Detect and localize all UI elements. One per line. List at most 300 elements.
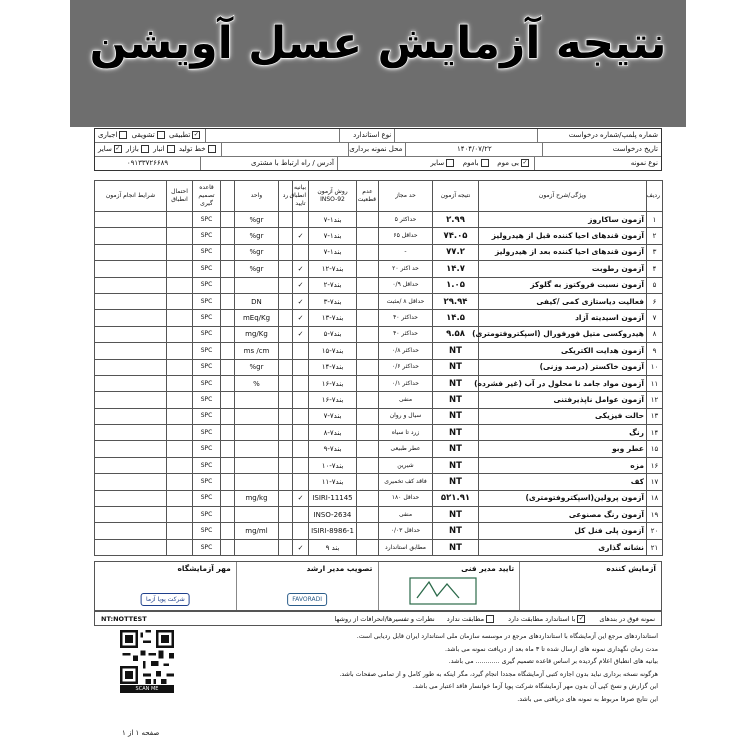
test-name: فعالیت دیاستازی کمی /کیفی bbox=[479, 293, 647, 309]
unit bbox=[235, 392, 279, 408]
permitted-limit: سیال و روان bbox=[379, 408, 433, 424]
reject-cell bbox=[279, 441, 293, 457]
unit: gr% bbox=[235, 359, 279, 375]
permitted-limit: مطابق استاندارد bbox=[379, 539, 433, 555]
permitted-limit: حداقل ۶۵ bbox=[379, 228, 433, 244]
uncertainty bbox=[357, 261, 379, 277]
permitted-limit: - bbox=[379, 244, 433, 260]
test-result: ۷۴.۰۵ bbox=[433, 228, 479, 244]
row-number: ۱۷ bbox=[647, 474, 663, 490]
test-name: آزمون قندهای احیا کننده قبل از هیدرولیز bbox=[479, 228, 647, 244]
blank-cell bbox=[221, 392, 235, 408]
permitted-limit: حداقل ۸ /مثبت bbox=[379, 293, 433, 309]
conformity-check bbox=[293, 359, 309, 375]
probability-cell bbox=[167, 228, 193, 244]
test-result: NT bbox=[433, 474, 479, 490]
conditions-cell bbox=[95, 507, 167, 523]
column-header: واحد bbox=[235, 181, 279, 212]
permitted-limit: شیرین bbox=[379, 457, 433, 473]
conformity-no-match: مطابقت ندارد bbox=[441, 615, 502, 623]
test-name: نشانه گذاری bbox=[479, 539, 647, 555]
decision-rule: SPC bbox=[193, 293, 221, 309]
conditions-cell bbox=[95, 408, 167, 424]
row-number: ۲۱ bbox=[647, 539, 663, 555]
test-result: NT bbox=[433, 408, 479, 424]
opinions-label: نظرات و تفسیرها/انحرافات از روشها bbox=[334, 614, 435, 623]
blank-cell bbox=[221, 293, 235, 309]
test-method: بند۷-۳ bbox=[309, 293, 357, 309]
table-row bbox=[95, 507, 663, 523]
decision-rule: SPC bbox=[193, 244, 221, 260]
permitted-limit: حداقل ۰/۰۳ bbox=[379, 523, 433, 539]
table-row bbox=[95, 244, 663, 260]
row-number: ۱۹ bbox=[647, 507, 663, 523]
nt-legend: NT:NOTTEST bbox=[101, 614, 147, 623]
test-name: آزمون رنگ مصنوعی bbox=[479, 507, 647, 523]
unit: gr% bbox=[235, 212, 279, 228]
test-result: NT bbox=[433, 441, 479, 457]
page-number: صفحه ۱ از ۱ bbox=[122, 729, 160, 737]
table-row bbox=[95, 212, 663, 228]
table-header-row bbox=[95, 181, 663, 212]
conditions-cell bbox=[95, 490, 167, 506]
unit bbox=[235, 539, 279, 555]
row-number: ۱۲ bbox=[647, 392, 663, 408]
test-name: آزمون اسیدیته آزاد bbox=[479, 310, 647, 326]
conditions-cell bbox=[95, 244, 167, 260]
conditions-cell bbox=[95, 261, 167, 277]
test-result: ۵۲۱.۹۱ bbox=[433, 490, 479, 506]
table-row bbox=[95, 425, 663, 441]
test-method: بند۷-۱۶ bbox=[309, 392, 357, 408]
table-row bbox=[95, 293, 663, 309]
standard-label: نوع استاندارد bbox=[339, 129, 395, 142]
note-line: این نتایج صرفا مربوط به نمونه های دریافتی می باشد. bbox=[517, 695, 658, 703]
uncertainty bbox=[357, 343, 379, 359]
table-row bbox=[95, 277, 663, 293]
table-row bbox=[95, 326, 663, 342]
test-report-document bbox=[94, 128, 662, 750]
permitted-limit: حداقل ۰/۹ bbox=[379, 277, 433, 293]
row-number: ۴ bbox=[647, 261, 663, 277]
conditions-cell bbox=[95, 310, 167, 326]
table-row bbox=[95, 310, 663, 326]
decision-rule: SPC bbox=[193, 326, 221, 342]
decision-rule: SPC bbox=[193, 228, 221, 244]
test-result: ۷۷.۲ bbox=[433, 244, 479, 260]
uncertainty bbox=[357, 523, 379, 539]
conformity-check: ✓ bbox=[293, 539, 309, 555]
note-line: بیانیه های انطباق اعلام گردیده بر اساس قاعده تصمیم گیری ............ می باشد. bbox=[448, 658, 658, 665]
decision-rule: SPC bbox=[193, 507, 221, 523]
permitted-limit: حداکثر ۰/۸ bbox=[379, 343, 433, 359]
conformity-check: ✓ bbox=[293, 228, 309, 244]
test-method: بند ۹ bbox=[309, 539, 357, 555]
table-row bbox=[95, 343, 663, 359]
conformity-check: ✓ bbox=[293, 490, 309, 506]
uncertainty bbox=[357, 244, 379, 260]
uncertainty bbox=[357, 212, 379, 228]
row-number: ۷ bbox=[647, 310, 663, 326]
conformity-check bbox=[293, 392, 309, 408]
conditions-cell bbox=[95, 212, 167, 228]
probability-cell bbox=[167, 457, 193, 473]
test-method: بند۷-۱۵ bbox=[309, 343, 357, 359]
test-name: آزمون خاکستر (درصد وزنی) bbox=[479, 359, 647, 375]
test-result: NT bbox=[433, 359, 479, 375]
title-banner bbox=[70, 0, 686, 127]
tech-manager-cell: تایید مدیر فنی bbox=[378, 562, 520, 610]
table-row bbox=[95, 228, 663, 244]
test-name: آزمون قندهای احیا کننده بعد از هیدرولیز bbox=[479, 244, 647, 260]
conditions-cell bbox=[95, 277, 167, 293]
signature-row bbox=[94, 561, 662, 611]
conformity-check: ✓ bbox=[293, 293, 309, 309]
permitted-limit: منفی bbox=[379, 392, 433, 408]
table-row bbox=[95, 261, 663, 277]
conformity-check bbox=[293, 244, 309, 260]
blank-cell bbox=[221, 523, 235, 539]
probability-cell bbox=[167, 474, 193, 490]
probability-cell bbox=[167, 261, 193, 277]
row-number: ۲ bbox=[647, 228, 663, 244]
test-name: آزمون پلی فنل کل bbox=[479, 523, 647, 539]
uncertainty bbox=[357, 293, 379, 309]
test-name: مزه bbox=[479, 457, 647, 473]
column-header: احتمال انطباق bbox=[167, 181, 193, 212]
report-header bbox=[94, 128, 662, 171]
conformity-check bbox=[293, 425, 309, 441]
row-number: ۱۳ bbox=[647, 408, 663, 424]
test-method: بند۷-۱۱ bbox=[309, 474, 357, 490]
blank-cell bbox=[221, 277, 235, 293]
uncertainty bbox=[357, 474, 379, 490]
unit: mg/Kg bbox=[235, 326, 279, 342]
conformity-check: ✓ bbox=[293, 277, 309, 293]
tester-cell: آزمایش کننده bbox=[519, 562, 661, 610]
test-method: بند۷-۲ bbox=[309, 277, 357, 293]
conditions-cell bbox=[95, 539, 167, 555]
test-name: کف bbox=[479, 474, 647, 490]
permitted-limit: منفی bbox=[379, 507, 433, 523]
conformity-label: نمونه فوق در بندهای bbox=[599, 614, 655, 623]
note-line: این گزارش و نسخ کپی آن بدون مهر آزمایشگاه شرکت پویا آزما خوانسار فاقد اعتبار می باشد. bbox=[412, 683, 658, 690]
row-number: ۱۶ bbox=[647, 457, 663, 473]
uncertainty bbox=[357, 507, 379, 523]
uncertainty bbox=[357, 490, 379, 506]
probability-cell bbox=[167, 425, 193, 441]
reject-cell bbox=[279, 293, 293, 309]
test-method: بند۷-۷ bbox=[309, 408, 357, 424]
test-method: بند۷-۱۰ bbox=[309, 457, 357, 473]
column-header: ردیف bbox=[647, 181, 663, 212]
uncertainty bbox=[357, 425, 379, 441]
row-number: ۱۱ bbox=[647, 375, 663, 391]
table-row bbox=[95, 441, 663, 457]
reject-cell bbox=[279, 392, 293, 408]
lab-seal-stamp: شرکت پویا آزما bbox=[141, 593, 190, 606]
decision-rule: SPC bbox=[193, 523, 221, 539]
blank-cell bbox=[221, 326, 235, 342]
unit: % bbox=[235, 375, 279, 391]
unit bbox=[235, 457, 279, 473]
table-row bbox=[95, 474, 663, 490]
blank-cell bbox=[221, 244, 235, 260]
reject-cell bbox=[279, 457, 293, 473]
test-method: بند۷-۱۴ bbox=[309, 359, 357, 375]
test-method: بند۷-۵ bbox=[309, 326, 357, 342]
blank-cell bbox=[221, 212, 235, 228]
column-header: بیانیه انطباق تایید bbox=[293, 181, 309, 212]
uncertainty bbox=[357, 539, 379, 555]
table-body bbox=[95, 212, 663, 556]
table-row bbox=[95, 392, 663, 408]
reject-cell bbox=[279, 507, 293, 523]
permitted-limit: حداکثر ۰/۶ bbox=[379, 359, 433, 375]
probability-cell bbox=[167, 375, 193, 391]
unit: gr% bbox=[235, 244, 279, 260]
reject-cell bbox=[279, 326, 293, 342]
uncertainty bbox=[357, 392, 379, 408]
note-line: استانداردهای مرجع این آزمایشگاه با استانداردهای مرجع در موسسه سازمان ملی استاندارد ایران قابل ردیابی است. bbox=[356, 633, 658, 640]
conformity-check: ✓ bbox=[293, 310, 309, 326]
column-header: نتیجه آزمون bbox=[433, 181, 479, 212]
test-result: NT bbox=[433, 523, 479, 539]
test-name: آزمون هدایت الکتریکی bbox=[479, 343, 647, 359]
row-number: ۶ bbox=[647, 293, 663, 309]
conditions-cell bbox=[95, 457, 167, 473]
qr-code-icon[interactable] bbox=[120, 630, 174, 684]
unit: mg/ml bbox=[235, 523, 279, 539]
blank-cell bbox=[221, 425, 235, 441]
test-result: ۲۹.۹۴ bbox=[433, 293, 479, 309]
reject-cell bbox=[279, 310, 293, 326]
blank-cell bbox=[221, 261, 235, 277]
probability-cell bbox=[167, 244, 193, 260]
row-number: ۱۸ bbox=[647, 490, 663, 506]
blank-cell bbox=[221, 375, 235, 391]
notes-block bbox=[94, 631, 662, 706]
row-number: ۱۵ bbox=[647, 441, 663, 457]
note-line: مدت زمان نگهداری نمونه های ارسال شده تا ۳ ماه بعد از دریافت نمونه می باشد. bbox=[444, 645, 658, 653]
uncertainty bbox=[357, 408, 379, 424]
test-method: بند۷-۱۳ bbox=[309, 310, 357, 326]
uncertainty bbox=[357, 310, 379, 326]
conditions-cell bbox=[95, 293, 167, 309]
conformity-check: ✓ bbox=[293, 261, 309, 277]
reject-cell bbox=[279, 261, 293, 277]
blank-cell bbox=[221, 343, 235, 359]
conditions-cell bbox=[95, 425, 167, 441]
conditions-cell bbox=[95, 441, 167, 457]
test-method: بند۷-۱۲ bbox=[309, 261, 357, 277]
uncertainty bbox=[357, 441, 379, 457]
probability-cell bbox=[167, 490, 193, 506]
note-line: هرگونه نسخه برداری نباید بدون اجازه کتبی آزمایشگاه مجددا انجام گیرد، مگر اینکه به طور کامل و از تمامی صفحات باشد. bbox=[339, 670, 658, 678]
conformity-check bbox=[293, 343, 309, 359]
sampling-options: خط تولید انبار بازار ✓سایر bbox=[95, 143, 221, 156]
decision-rule: SPC bbox=[193, 539, 221, 555]
probability-cell bbox=[167, 293, 193, 309]
decision-rule: SPC bbox=[193, 375, 221, 391]
test-name: آزمون عوامل ناپذیرفتنی bbox=[479, 392, 647, 408]
blank-cell bbox=[221, 539, 235, 555]
uncertainty bbox=[357, 375, 379, 391]
decision-rule: SPC bbox=[193, 310, 221, 326]
reject-cell bbox=[279, 228, 293, 244]
test-name: آزمون نسبت فروکتوز به گلوکز bbox=[479, 277, 647, 293]
reject-cell bbox=[279, 408, 293, 424]
test-name: آزمون ساکاروز bbox=[479, 212, 647, 228]
reject-cell bbox=[279, 359, 293, 375]
manager-stamp: FAVORADI bbox=[287, 593, 327, 606]
table-row bbox=[95, 523, 663, 539]
blank-cell bbox=[221, 310, 235, 326]
request-no-label: شماره پلمپ/شماره درخواست bbox=[537, 129, 661, 142]
test-method: INSO-2634 bbox=[309, 507, 357, 523]
conformity-check bbox=[293, 441, 309, 457]
column-header: ویژگی/شرح آزمون bbox=[479, 181, 647, 212]
test-result: NT bbox=[433, 425, 479, 441]
column-header: قاعده تصمیم گیری bbox=[193, 181, 221, 212]
test-result: NT bbox=[433, 507, 479, 523]
test-method: بند۱-۷ bbox=[309, 244, 357, 260]
permitted-limit: حداقل ۱۸۰ bbox=[379, 490, 433, 506]
blank-cell bbox=[221, 441, 235, 457]
test-result: ۱۴.۷ bbox=[433, 261, 479, 277]
column-header: حد مجاز bbox=[379, 181, 433, 212]
results-table bbox=[94, 180, 663, 556]
test-result: NT bbox=[433, 539, 479, 555]
unit: DN bbox=[235, 293, 279, 309]
conditions-cell bbox=[95, 474, 167, 490]
unit bbox=[235, 441, 279, 457]
decision-rule: SPC bbox=[193, 343, 221, 359]
unit: gr% bbox=[235, 228, 279, 244]
table-row bbox=[95, 375, 663, 391]
sampling-label: محل نمونه برداری bbox=[348, 143, 405, 156]
test-method: بند۱-۷ bbox=[309, 212, 357, 228]
conformity-check bbox=[293, 212, 309, 228]
column-header bbox=[221, 181, 235, 212]
standard-options: ✓تطبیقی تشویقی اجباری bbox=[98, 131, 199, 139]
address-label: آدرس / راه ارتباط با مشتری bbox=[200, 157, 337, 170]
permitted-limit: فاقد کف تخمیری bbox=[379, 474, 433, 490]
row-number: ۱۴ bbox=[647, 425, 663, 441]
conformity-check bbox=[293, 474, 309, 490]
table-row bbox=[95, 457, 663, 473]
test-method: بند۱-۷ bbox=[309, 228, 357, 244]
column-header: شرایط انجام آزمون bbox=[95, 181, 167, 212]
request-date-label: تاریخ درخواست bbox=[542, 143, 661, 156]
reject-cell bbox=[279, 277, 293, 293]
table-row bbox=[95, 359, 663, 375]
reject-cell bbox=[279, 343, 293, 359]
column-header: روش آزمون INSO-92 bbox=[309, 181, 357, 212]
decision-rule: SPC bbox=[193, 277, 221, 293]
blank-cell bbox=[221, 228, 235, 244]
column-header: عدم قطعیت bbox=[357, 181, 379, 212]
conformity-row bbox=[94, 611, 662, 626]
test-result: NT bbox=[433, 457, 479, 473]
test-result: ۹.۵۸ bbox=[433, 326, 479, 342]
permitted-limit: حداکثر ۰/۱ bbox=[379, 375, 433, 391]
decision-rule: SPC bbox=[193, 474, 221, 490]
uncertainty bbox=[357, 457, 379, 473]
row-number: ۸ bbox=[647, 326, 663, 342]
unit bbox=[235, 425, 279, 441]
row-number: ۹ bbox=[647, 343, 663, 359]
column-header: رد bbox=[279, 181, 293, 212]
permitted-limit: زرد تا سیاه bbox=[379, 425, 433, 441]
decision-rule: SPC bbox=[193, 261, 221, 277]
unit: gr% bbox=[235, 261, 279, 277]
permitted-limit: حداکثر ۴۰ bbox=[379, 310, 433, 326]
row-number: ۱۰ bbox=[647, 359, 663, 375]
conditions-cell bbox=[95, 228, 167, 244]
unit bbox=[235, 507, 279, 523]
blank-cell bbox=[221, 474, 235, 490]
sample-type-options: ✓بی موم باموم سایر bbox=[337, 157, 534, 170]
test-name: حالت فیزیکی bbox=[479, 408, 647, 424]
probability-cell bbox=[167, 343, 193, 359]
test-name: هیدروکسی متیل فورفورال (اسپکتروفتومتری) bbox=[479, 326, 647, 342]
probability-cell bbox=[167, 408, 193, 424]
row-number: ۳ bbox=[647, 244, 663, 260]
test-name: رنگ bbox=[479, 425, 647, 441]
conditions-cell bbox=[95, 523, 167, 539]
probability-cell bbox=[167, 523, 193, 539]
lab-seal-cell: مهر آزمایشگاه شرکت پویا آزما bbox=[95, 562, 236, 610]
qr-label: SCAN ME bbox=[120, 685, 174, 693]
blank-cell bbox=[221, 408, 235, 424]
conditions-cell bbox=[95, 343, 167, 359]
conformity-check bbox=[293, 375, 309, 391]
blank-cell bbox=[221, 359, 235, 375]
decision-rule: SPC bbox=[193, 441, 221, 457]
unit: ms /cm bbox=[235, 343, 279, 359]
probability-cell bbox=[167, 359, 193, 375]
reject-cell bbox=[279, 244, 293, 260]
decision-rule: SPC bbox=[193, 212, 221, 228]
test-result: ۱۴.۵ bbox=[433, 310, 479, 326]
conditions-cell bbox=[95, 392, 167, 408]
probability-cell bbox=[167, 212, 193, 228]
blank-cell bbox=[221, 457, 235, 473]
probability-cell bbox=[167, 507, 193, 523]
probability-cell bbox=[167, 392, 193, 408]
probability-cell bbox=[167, 539, 193, 555]
test-result: NT bbox=[433, 343, 479, 359]
unit bbox=[235, 277, 279, 293]
probability-cell bbox=[167, 310, 193, 326]
conditions-cell bbox=[95, 359, 167, 375]
test-name: عطر وبو bbox=[479, 441, 647, 457]
blank-cell bbox=[221, 507, 235, 523]
permitted-limit: عطر طبیعی bbox=[379, 441, 433, 457]
table-row bbox=[95, 408, 663, 424]
test-method: ISIRI-11145 bbox=[309, 490, 357, 506]
unit: mEq/Kg bbox=[235, 310, 279, 326]
blank-cell bbox=[221, 490, 235, 506]
permitted-limit: حداکثر ۴۰ bbox=[379, 326, 433, 342]
reject-cell bbox=[279, 539, 293, 555]
probability-cell bbox=[167, 277, 193, 293]
test-result: NT bbox=[433, 392, 479, 408]
test-result: ۲.۹۹ bbox=[433, 212, 479, 228]
test-result: NT bbox=[433, 375, 479, 391]
conformity-check bbox=[293, 523, 309, 539]
